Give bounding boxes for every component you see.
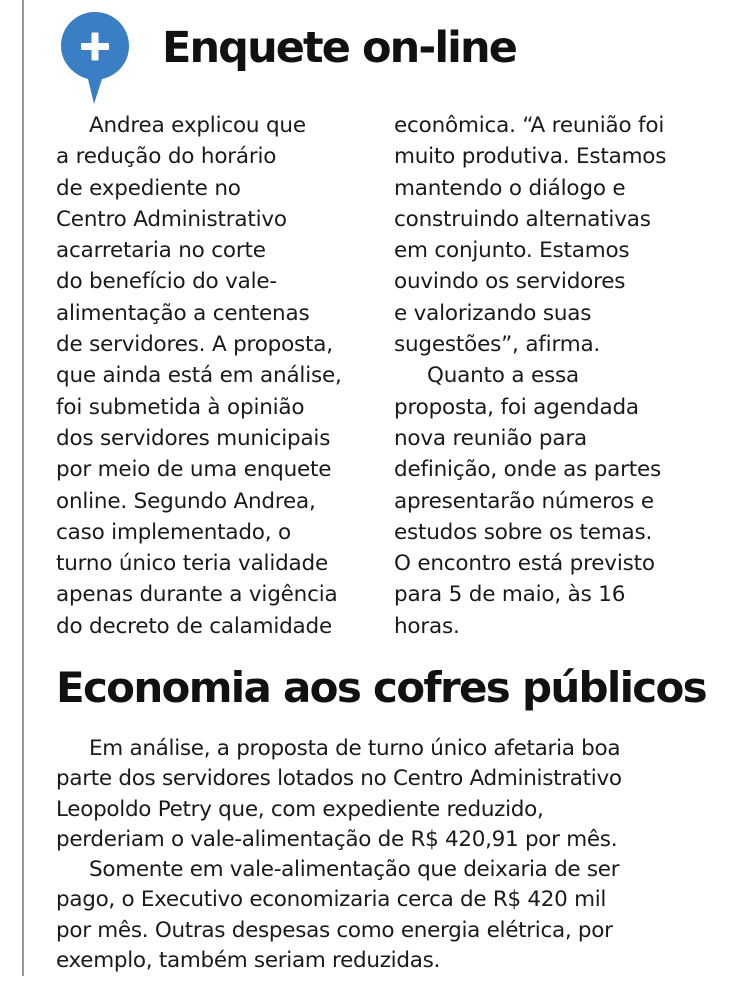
text-line: alimentação a centenas (56, 300, 310, 326)
article-headline: Economia aos cofres públicos (56, 663, 706, 712)
right-column (394, 110, 714, 642)
text-line: apresentarão números e (394, 488, 654, 514)
text-line: proposta, foi agendada (394, 394, 639, 420)
text-line: do benefício do vale- (56, 269, 277, 295)
text-line: foi submetida à opinião (56, 394, 305, 420)
text-line: mantendo o diálogo e (394, 175, 626, 201)
text-line: econômica. “A reunião foi (394, 113, 665, 138)
text-line: a redução do horário (56, 144, 277, 170)
column-rule (22, 0, 24, 976)
text-line: sugestões”, afirma. (394, 332, 601, 358)
text-line: definição, onde as partes (394, 457, 662, 483)
text-line: exemplo, também seriam reduzidas. (56, 948, 441, 974)
text-line: dos servidores municipais (56, 425, 331, 451)
text-line: construindo alternativas (394, 206, 651, 232)
text-line: Em análise, a proposta de turno único afetaria boa (89, 736, 621, 761)
text-line: online. Segundo Andrea, (56, 488, 316, 514)
text-line: nova reunião para (394, 425, 587, 451)
text-line: Somente em vale-alimentação que deixaria de ser (89, 857, 620, 883)
article-body (56, 734, 716, 976)
text-line: estudos sobre os temas. (394, 519, 653, 545)
text-line: de expediente no (56, 175, 241, 201)
text-line: pago, o Executivo economizaria cerca de R$ 420 mil (56, 887, 607, 913)
text-line: Centro Administrativo (56, 206, 287, 232)
text-line: apenas durante a vigência (56, 582, 338, 608)
text-line: turno único teria validade (56, 551, 328, 577)
text-line: O encontro está previsto (394, 551, 655, 577)
left-column (56, 110, 374, 642)
text-line: horas. (394, 613, 460, 639)
text-line: de servidores. A proposta, (56, 332, 333, 358)
box-title: Enquete on-line (162, 23, 516, 73)
text-line: perderiam o vale-alimentação de R$ 420,91 por mês. (56, 826, 618, 852)
text-line: em conjunto. Estamos (394, 238, 630, 264)
text-line: para 5 de maio, às 16 (394, 582, 626, 608)
text-line: ouvindo os servidores (394, 269, 626, 295)
text-line: por mês. Outras despesas como energia elétrica, por (56, 917, 613, 943)
text-line: que ainda está em análise, (56, 363, 342, 389)
text-line: e valorizando suas (394, 300, 592, 326)
text-line: acarretaria no corte (56, 238, 266, 264)
text-line: caso implementado, o (56, 519, 291, 545)
text-line: do decreto de calamidade (56, 613, 333, 639)
text-line: Leopoldo Petry que, com expediente reduzido, (56, 796, 544, 822)
text-line: Andrea explicou que (89, 113, 306, 138)
text-line: por meio de uma enquete (56, 457, 332, 483)
text-line: muito produtiva. Estamos (394, 144, 667, 170)
text-line: Quanto a essa (427, 363, 579, 389)
text-line: parte dos servidores lotados no Centro Administrativo (56, 766, 622, 792)
plus-icon (60, 10, 130, 106)
